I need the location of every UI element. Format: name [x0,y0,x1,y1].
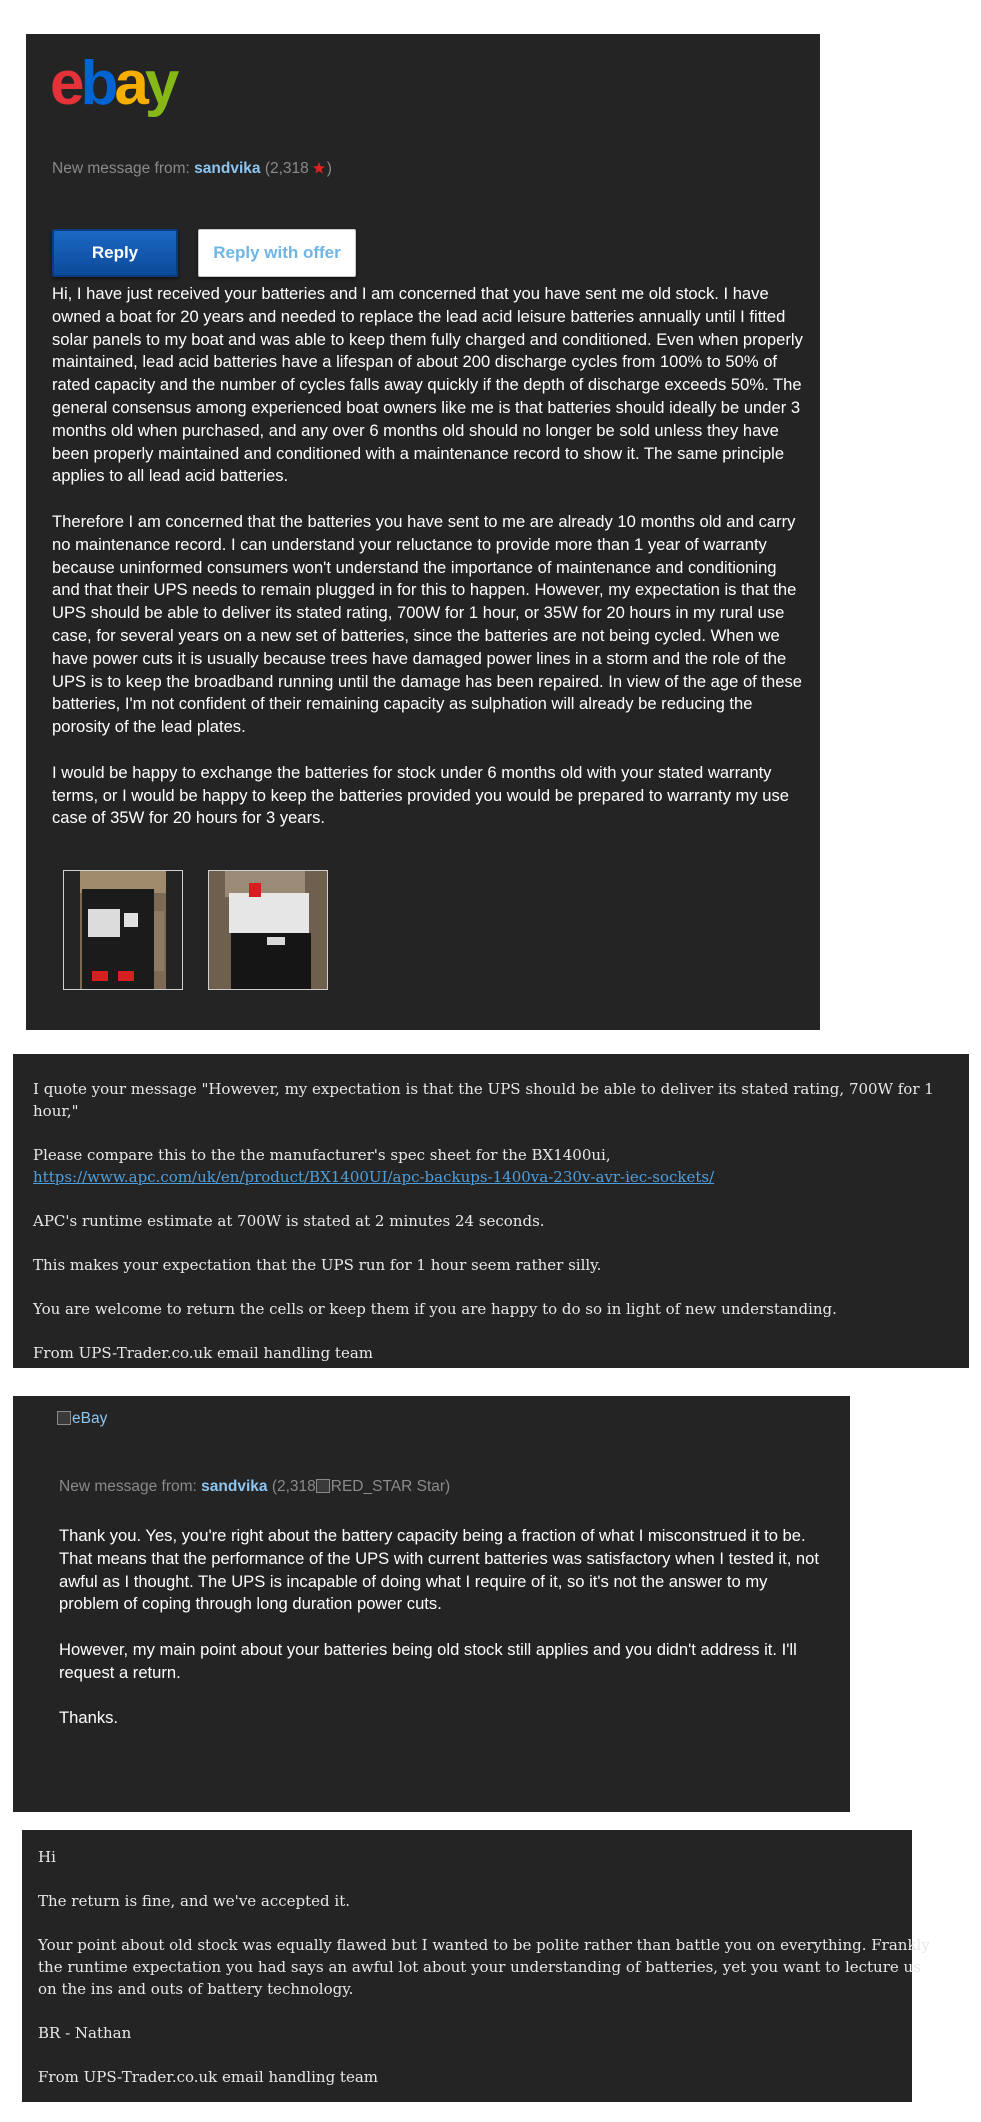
return-paragraph: You are welcome to return the cells or keep them if you are happy to do so in light of new understanding. [33,1300,837,1318]
feedback-score: (2,318 [271,1478,316,1495]
from-prefix: New message from: [59,1478,197,1495]
red-star-icon [313,161,325,173]
old-stock-paragraph: Your point about old stock was equally flawed but I wanted to be polite rather than battle you on everything. Frankly the runtime expectation you had says an awful lot about your understanding of batteries, yet you want to lecture us on the ins and outs of battery technology. [38,1936,930,1998]
runtime-paragraph: APC's runtime estimate at 700W is stated at 2 minutes 24 seconds. [33,1212,545,1230]
sign-off: BR - Nathan [38,2024,132,2042]
compare-paragraph [33,1144,953,1188]
attachment-thumbnail-1[interactable] [63,870,183,990]
battery-photo [64,871,182,989]
message-paragraph: I would be happy to exchange the batteries for stock under 6 months old with your stated warranty terms, or I would be happy to keep the batteries provided you would be prepared to warranty my use case of 35W for 20 hours for 3 years. [52,762,789,828]
sender-username[interactable]: sandvika [201,1478,268,1495]
greeting: Hi [38,1848,56,1866]
compare-text: Please compare this to the the manufacturer's spec sheet for the BX1400ui, [33,1146,611,1164]
seller-reply-card [13,1054,969,1368]
ebay-logo-broken [57,1410,107,1428]
message-body [59,1525,821,1753]
logo-alt-text: eBay [72,1410,108,1427]
apc-spec-link[interactable]: https://www.apc.com/uk/en/product/BX1400UI/apc-backups-1400va-230v-avr-iec-sockets/ [33,1168,715,1186]
message-paragraph: However, my main point about your batteries being old stock still applies and you didn't address it. I'll request a return. [59,1639,797,1682]
signature: From UPS-Trader.co.uk email handling team [33,1344,374,1362]
message-from-line [52,160,332,178]
broken-image-icon [316,1479,330,1493]
signature: From UPS-Trader.co.uk email handling team [38,2068,379,2086]
feedback-score: (2,318 [264,160,309,177]
ebay-followup-card [13,1396,850,1812]
expectation-paragraph: This makes your expectation that the UPS run for 1 hour seem rather silly. [33,1256,602,1274]
seller-reply-body [33,1078,953,1386]
message-from-line [59,1478,450,1496]
battery-photo [209,871,327,989]
ebay-message-card [26,34,820,1030]
attachment-thumbnail-2[interactable] [208,870,328,990]
svg-text:ebay: ebay [50,49,176,118]
star-alt-text: RED_STAR Star) [330,1478,451,1495]
feedback-close: ) [326,160,332,177]
ebay-logo [50,48,190,118]
sender-username[interactable]: sandvika [194,160,261,177]
broken-image-icon [57,1411,71,1425]
from-prefix: New message from: [52,160,190,177]
reply-button[interactable]: Reply [52,229,178,277]
return-accepted: The return is fine, and we've accepted it. [38,1892,351,1910]
quote-paragraph: I quote your message "However, my expectation is that the UPS should be able to deliver its stated rating, 700W for 1 hour," [33,1080,934,1120]
message-paragraph: Thank you. Yes, you're right about the battery capacity being a fraction of what I misconstrued it to be. That means that the performance of the UPS with current batteries was satisfactory when I tested it, not awful as I thought. The UPS is incapable of doing what I require of it, so it's not the answer to my problem of coping through long duration power cuts. [59,1526,819,1614]
reply-with-offer-button[interactable]: Reply with offer [198,229,356,277]
message-paragraph: Thanks. [59,1708,119,1728]
message-body [52,283,804,853]
seller-final-card [22,1830,930,2102]
message-paragraph: Therefore I am concerned that the batteries you have sent to me are already 10 months old and carry no maintenance record. I can understand your reluctance to provide more than 1 year of warranty because uninformed consumers won't understand the importance of maintenance and conditioning and that their UPS needs to remain plugged in for this to happen. However, my expectation is that the UPS should be able to deliver its stated rating, 700W for 1 hour, or 35W for 20 hours in my rural use case, for several years on a new set of batteries, since the batteries are not being cycled. When we have power cuts it is usually because trees have damaged power lines in a storm and the role of the UPS is to keep the broadband running until the damage has been repaired. In view of the age of these batteries, I'm not confident of their remaining capacity as sulphation will already be reducing the porosity of the lead plates. [52,511,802,737]
seller-final-body [38,1846,936,2110]
message-paragraph: Hi, I have just received your batteries and I am concerned that you have sent me old stock. I have owned a boat for 20 years and needed to replace the lead acid leisure batteries annually until I fitted solar panels to my boat and was able to keep them fully charged and conditioned. Even when properly maintained, lead acid batteries have a lifespan of about 200 discharge cycles from 100% to 50% of rated capacity and the number of cycles falls away quickly if the depth of discharge exceeds 50%. The general consensus among experienced boat owners like me is that batteries should ideally be under 3 months old when purchased, and any over 6 months old should no longer be sold unless they have been properly maintained and conditioned with a maintenance record to show it. The same principle applies to all lead acid batteries. [52,284,803,486]
